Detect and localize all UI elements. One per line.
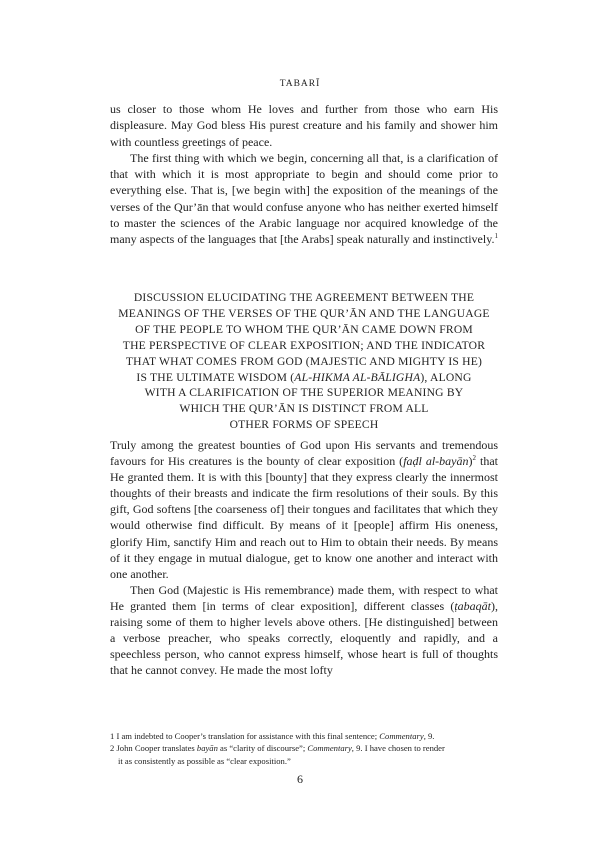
heading-text: IS THE ULTIMATE WISDOM (	[136, 370, 295, 384]
heading-line: THAT WHAT COMES FROM GOD (MAJESTIC AND MIGHTY IS HE)	[125, 354, 483, 368]
heading-line: OF THE PEOPLE TO WHOM THE QUR’ĀN CAME DOWN FROM	[135, 322, 473, 336]
paragraph-text: Then God (Majestic is His remembrance) made them, with respect to what He granted them [in terms of clear exposition], different classes (	[110, 582, 498, 613]
heading-italic: AL-HIKMA AL-BĀLIGHA	[294, 370, 421, 384]
footnote-italic: Commentary	[307, 743, 352, 754]
paragraph	[110, 437, 498, 582]
italic-term: faḍl al-bayān	[403, 454, 469, 469]
section-heading	[110, 290, 498, 433]
paragraph-text: )	[468, 454, 473, 469]
footnote-italic: Commentary	[379, 731, 424, 741]
footnote-text: 2 John Cooper translates	[110, 743, 197, 754]
footnote-text: 1 I am indebted to Cooper’s translation for assistance with this final sentence;	[110, 731, 380, 741]
paragraph	[110, 150, 498, 248]
paragraph-text: Truly among the greatest bounties of God upon His servants and tremendous favours for His creatures is the bounty of clear exposition (	[110, 438, 498, 469]
page-number: 6	[297, 772, 303, 786]
footnote-text: , 9.	[423, 731, 435, 741]
paragraph-text: The first thing with which we begin, concerning all that, is a clarification of that with which it is most appropriate to begin and should come prior to everything else. That is, [we begin with] the exposition of the meanings of the verses of the Qur’ān that would confuse anyone who has neither exerted himself to master the sciences of the Arabic language nor acquired knowledge of the many aspects of the languages that [the Arabs] speak naturally and instinctively.	[110, 150, 498, 247]
heading-line: DISCUSSION ELUCIDATING THE AGREEMENT BETWEEN THE	[133, 291, 475, 304]
footnote-italic: bayān	[196, 743, 218, 754]
footnote	[110, 742, 498, 754]
heading-line: WHICH THE QUR’ĀN IS DISTINCT FROM ALL	[179, 402, 429, 416]
heading-line	[110, 370, 498, 386]
heading-line: WITH A CLARIFICATION OF THE SUPERIOR MEANING BY	[144, 386, 464, 400]
italic-term: ṭabaqāt	[454, 598, 491, 613]
footnotes	[110, 730, 498, 767]
paragraph-text: that He granted them. It is with this [bounty] that they express clearly the innermost thoughts of their breasts and indicate the firm resolutions of their souls. By this gift, God softens [the coarseness of] their tongues and facilitates that which they would otherwise find difficult. By means of it [people] affirm His oneness, glorify Him, sanctify Him and reach out to Him to obtain their needs. By means of it they engage in mutual dialogue, get to know one another and interact with one another.	[110, 454, 499, 581]
body-text	[110, 437, 498, 678]
footnote-text: , 9. I have chosen to render	[351, 743, 445, 754]
footnote	[110, 730, 498, 742]
heading-text: ), ALONG	[420, 370, 472, 384]
footnote-text: as “clarity of discourse”;	[217, 743, 308, 754]
paragraph	[110, 582, 498, 679]
heading-line: THE PERSPECTIVE OF CLEAR EXPOSITION; AND THE INDICATOR	[122, 338, 486, 352]
footnote-continuation: it as consistently as possible as “clear exposition.”	[118, 755, 291, 766]
running-head: TABARĪ	[279, 79, 321, 89]
paragraph-text: ), raising some of them to higher levels above others. [He distinguished] between a verbose preacher, who speaks correctly, eloquently and rapidly, and a speechless person, who cannot express himself, whose heart is full of thoughts that he cannot convey. He made the most lofty	[110, 598, 498, 678]
paragraph: us closer to those whom He loves and further from those who earn His displeasure. May God bless His purest creature and his family and shower him with countless greetings of peace.	[110, 102, 498, 149]
intro-text	[110, 101, 498, 248]
footnote-marker[interactable]: 2	[472, 454, 477, 463]
footnote-marker[interactable]: 1	[494, 232, 498, 241]
heading-line: MEANINGS OF THE VERSES OF THE QUR’ĀN AND THE LANGUAGE	[118, 306, 490, 320]
heading-line: OTHER FORMS OF SPEECH	[229, 418, 379, 432]
